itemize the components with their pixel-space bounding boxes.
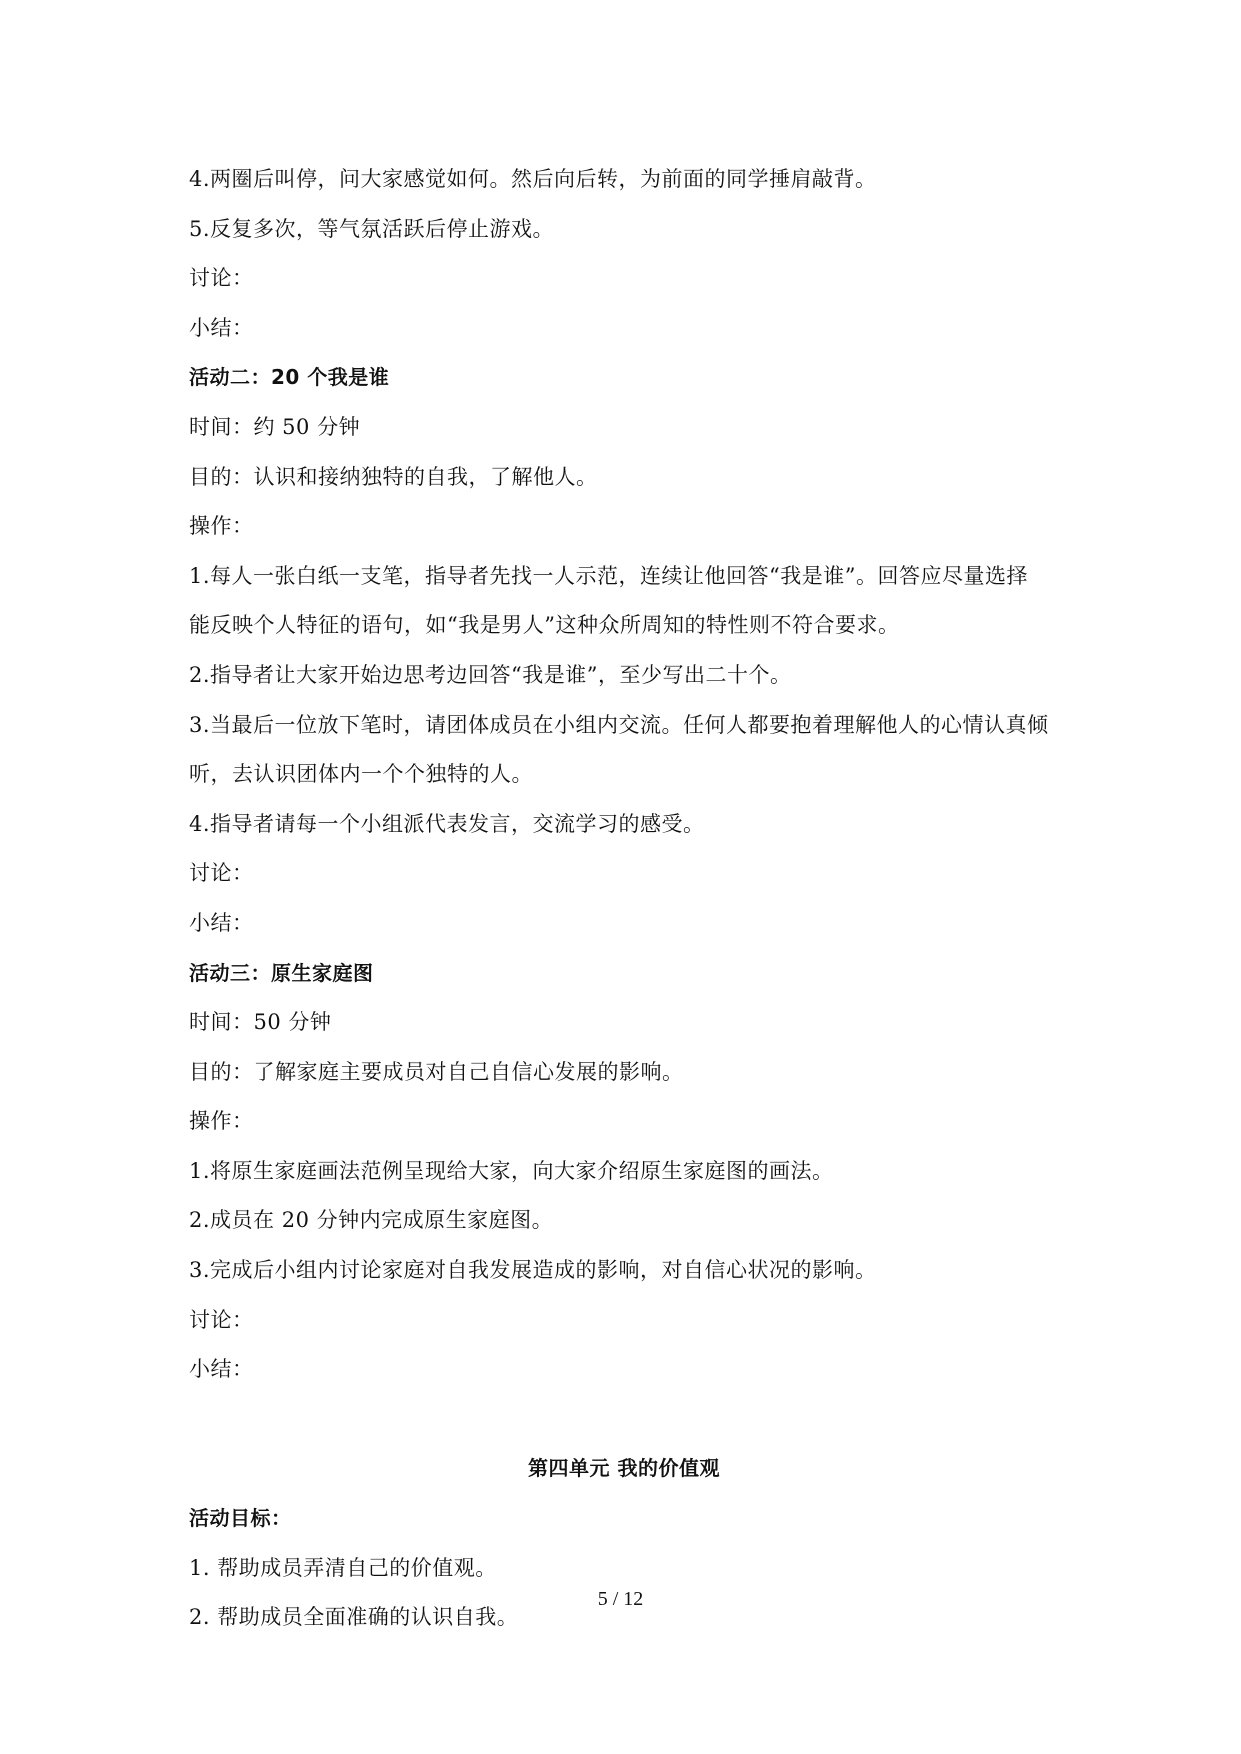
activity2-operation-label: 操作：: [189, 514, 254, 539]
summary-label: 小结：: [189, 315, 254, 340]
section-spacer: [189, 1395, 1059, 1445]
activity3-step: 1.将原生家庭画法范例呈现给大家，向大家介绍原生家庭图的画法。: [189, 1158, 834, 1183]
activity3-step: 3.完成后小组内讨论家庭对自我发展造成的影响，对自信心状况的影响。: [189, 1258, 877, 1283]
activity2-heading: 活动二：20 个我是谁: [189, 365, 390, 390]
discussion-label: 讨论：: [189, 1307, 254, 1332]
activity3-step: 2.成员在 20 分钟内完成原生家庭图。: [189, 1208, 554, 1233]
body-line: 5.反复多次，等气氛活跃后停止游戏。: [189, 216, 555, 241]
unit4-goal-item: 1. 帮助成员弄清自己的价值观。: [189, 1555, 497, 1580]
activity2-step: 2.指导者让大家开始边思考边回答“我是谁”，至少写出二十个。: [189, 662, 792, 687]
discussion-label: 讨论：: [189, 861, 254, 886]
summary-label: 小结：: [189, 910, 254, 935]
activity3-time: 时间：50 分钟: [189, 1010, 332, 1035]
activity2-step: 听，去认识团体内一个个独特的人。: [189, 762, 533, 787]
activity3-goal: 目的：了解家庭主要成员对自己自信心发展的影响。: [189, 1059, 684, 1084]
page-number: 5 / 12: [597, 1588, 644, 1610]
activity2-step: 3.当最后一位放下笔时，请团体成员在小组内交流。任何人都要抱着理解他人的心情认真倾: [189, 712, 1049, 737]
activity2-step: 4.指导者请每一个小组派代表发言，交流学习的感受。: [189, 811, 705, 836]
unit4-goal-item: 2. 帮助成员全面准确的认识自我。: [189, 1605, 519, 1630]
page-body: [189, 155, 1059, 1643]
unit4-title: 第四单元 我的价值观: [528, 1456, 720, 1481]
body-line: 4.两圈后叫停，问大家感觉如何。然后向后转，为前面的同学捶肩敲背。: [189, 167, 877, 191]
activity2-step: 1.每人一张白纸一支笔，指导者先找一人示范，连续让他回答“我是谁”。回答应尽量选择: [189, 563, 1029, 588]
unit4-goals-label: 活动目标：: [189, 1506, 292, 1531]
discussion-label: 讨论：: [189, 266, 254, 291]
activity2-step: 能反映个人特征的语句，如“我是男人”这种众所周知的特性则不符合要求。: [189, 613, 900, 638]
activity2-time: 时间：约 50 分钟: [189, 414, 361, 439]
activity3-heading: 活动三：原生家庭图: [189, 960, 374, 985]
activity3-operation-label: 操作：: [189, 1109, 254, 1134]
summary-label: 小结：: [189, 1357, 254, 1382]
activity2-goal: 目的：认识和接纳独特的自我，了解他人。: [189, 464, 598, 489]
